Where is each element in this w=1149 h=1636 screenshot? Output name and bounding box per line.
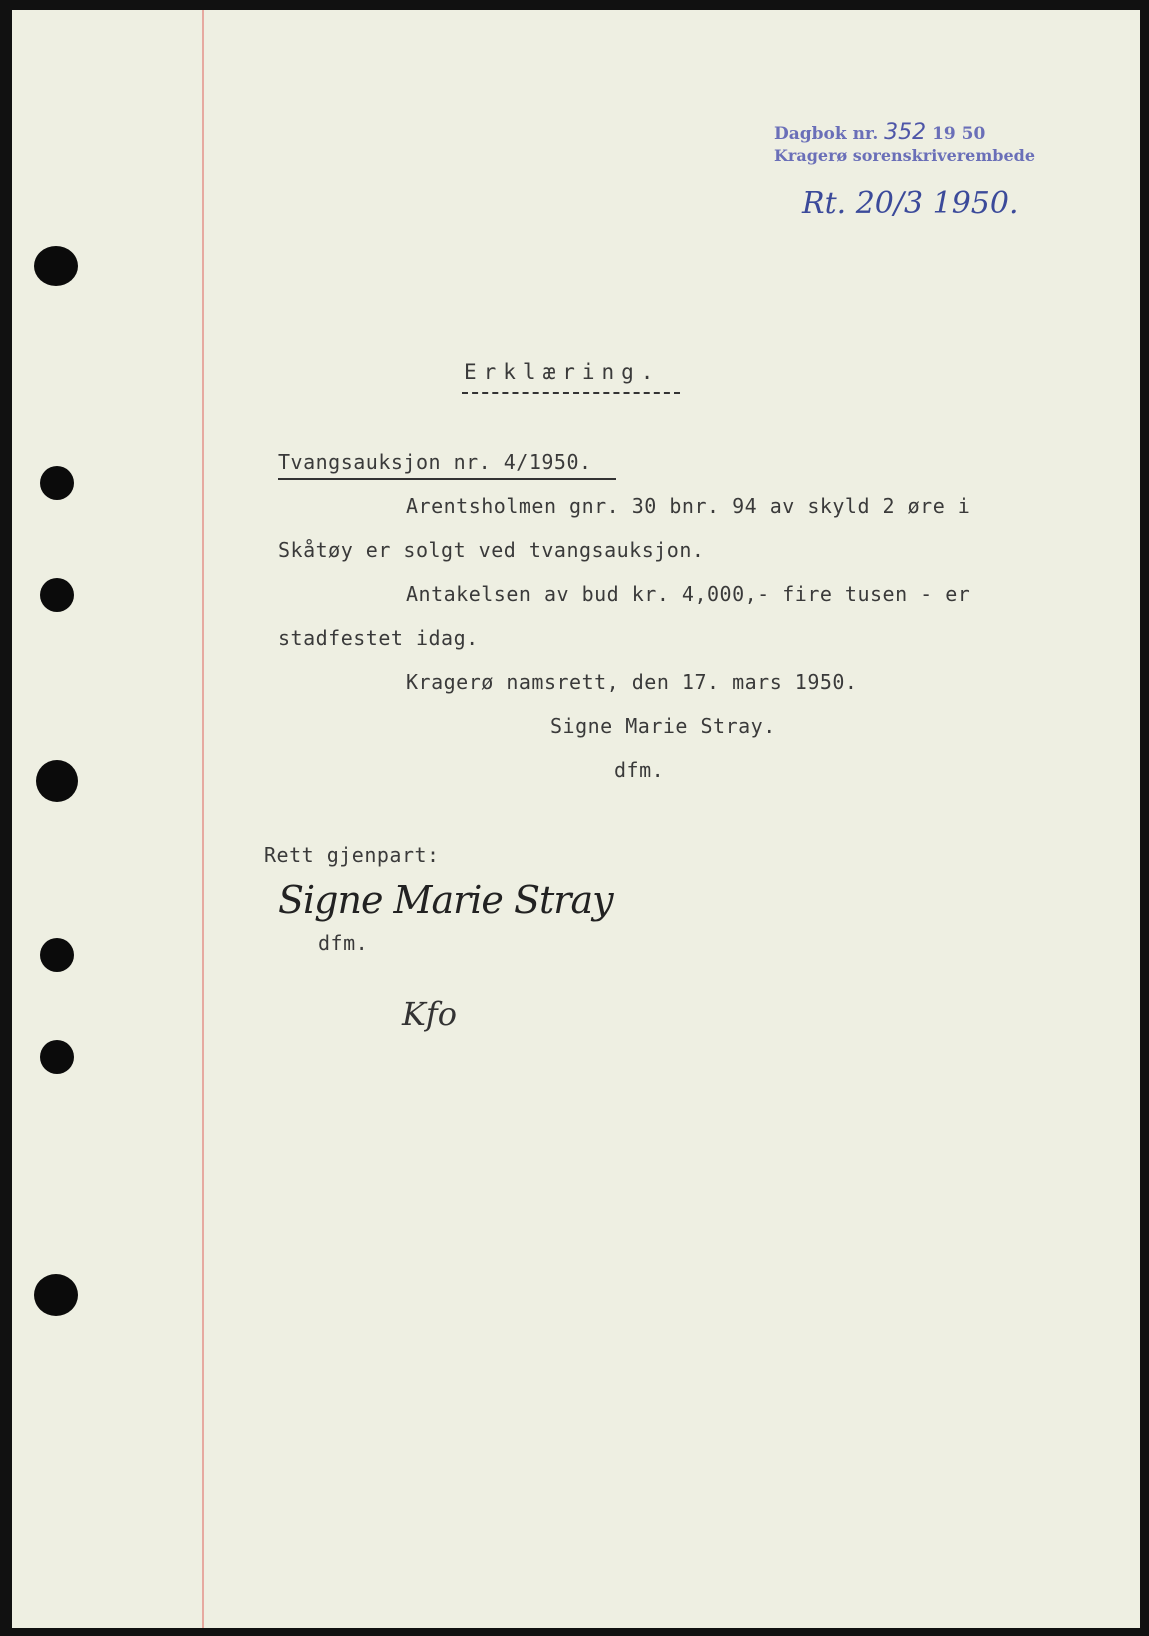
punch-hole [36,760,78,802]
punch-hole [34,1274,78,1316]
body-line: stadfestet idag. [278,626,479,650]
place-date: Kragerø namsrett, den 17. mars 1950. [406,670,858,694]
margin-rule [202,10,204,1628]
punch-hole [40,578,74,612]
document-heading: Erklæring. [464,360,661,384]
body-line: Arentsholmen gnr. 30 bnr. 94 av skyld 2 øre i [406,494,971,518]
case-reference: Tvangsauksjon nr. 4/1950. [278,450,592,474]
handwritten-signature: Signe Marie Stray [278,878,613,922]
scan-border [0,0,1149,10]
stamp-office: Kragerø sorenskriverembede [774,146,1036,165]
punch-hole [40,466,74,500]
certification-title: dfm. [318,931,369,955]
punch-hole [40,1040,74,1074]
stamp-prefix: Dagbok nr. [774,124,879,144]
heading-underline [462,392,680,394]
handwritten-initials: Kfo [402,995,458,1033]
certification-label: Rett gjenpart: [264,843,440,867]
stamp-number: 352 [884,120,927,145]
registration-note: Rt. 20/3 1950. [802,186,1019,221]
body-line: Skåtøy er solgt ved tvangsauksjon. [278,538,705,562]
punch-hole [34,246,78,286]
body-line: Antakelsen av bud kr. 4,000,- fire tusen - er [406,582,971,606]
document-page [12,10,1140,1628]
punch-hole [40,938,74,972]
signatory-name: Signe Marie Stray. [550,714,776,738]
case-underline [278,478,616,480]
stamp-year: 19 50 [932,124,986,144]
signatory-title: dfm. [614,758,665,782]
